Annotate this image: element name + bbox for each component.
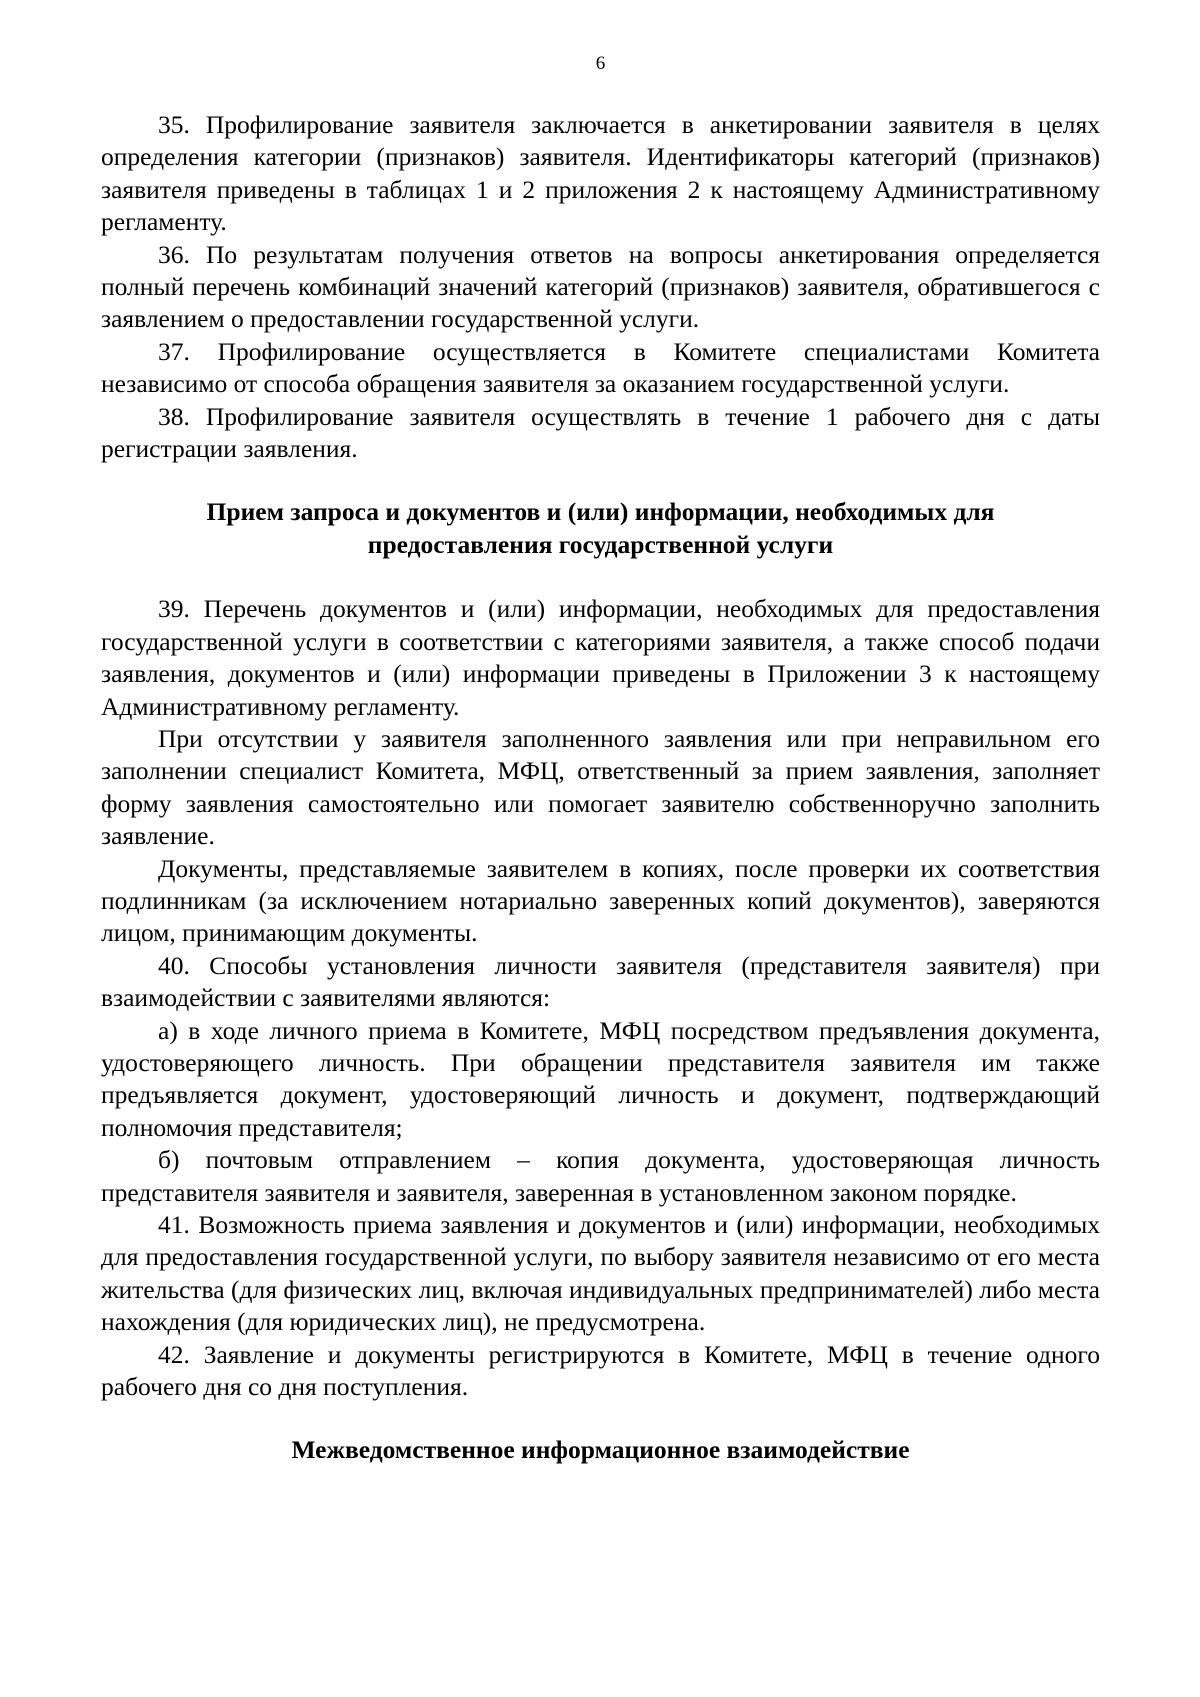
paragraph-35: 35. Профилирование заявителя заключается в анкетировании заявителя в целях определения категории (признаков) заявителя. Идентификаторы категорий (признаков) заявителя приведены в таблицах 1 и 2 приложения 2 к настоящему Административному регламенту. [101, 110, 1100, 237]
paragraph-40-a: а) в ходе личного приема в Комитете, МФЦ посредством предъявления документа, удостоверяющего личность. При обращении представителя заявителя им также предъявляется документ, удостоверяющий личность и документ, подтверждающий полномочия представителя; [101, 1015, 1100, 1142]
paragraph-36: 36. По результатам получения ответов на вопросы анкетирования определяется полный перечень комбинаций значений категорий (признаков) заявителя, обратившегося с заявлением о предоставлении государственной услуги. [101, 239, 1100, 334]
paragraph-37: 37. Профилирование осуществляется в Комитете специалистами Комитета независимо от способа обращения заявителя за оказанием государственной услуги. [101, 336, 1100, 399]
paragraph-39-missing-application: При отсутствии у заявителя заполненного заявления или при неправильном его заполнении специалист Комитета, МФЦ, ответственный за прием заявления, заполняет форму заявления самостоятельно или помогает заявителю собственноручно заполнить заявление. [101, 723, 1100, 851]
paragraph-40: 40. Способы установления личности заявителя (представителя заявителя) при взаимодействии с заявителями являются: [101, 950, 1100, 1013]
paragraph-42: 42. Заявление и документы регистрируются в Комитете, МФЦ в течение одного рабочего дня со дня поступления. [101, 1339, 1100, 1402]
section-title-interagency: Межведомственное информационное взаимодействие [291, 1435, 910, 1465]
paragraph-38: 38. Профилирование заявителя осуществлять в течение 1 рабочего дня с даты регистрации заявления. [101, 401, 1100, 464]
page-number: 6 [595, 53, 606, 74]
paragraph-40-b: б) почтовым отправлением – копия документа, удостоверяющая личность представителя заявителя и заявителя, заверенная в установленном законом порядке. [101, 1145, 1100, 1207]
spacer [101, 1403, 1100, 1434]
spacer [101, 465, 1100, 496]
spacer [101, 561, 1100, 593]
paragraph-41: 41. Возможность приема заявления и документов и (или) информации, необходимых для предоставления государственной услуги, по выбору заявителя независимо от его места жительства (для физических лиц, включая индивидуальных предпринимателей) либо места нахождения (для юридических лиц), не предусмотрена. [101, 1210, 1100, 1337]
paragraph-39-copies: Документы, представляемые заявителем в копиях, после проверки их соответствия подлинникам (за исключением нотариально заверенных копий документов), заверяются лицом, принимающим документы. [101, 853, 1100, 948]
section-title-reception: Прием запроса и документов и (или) информации, необходимых для предоставления государственной услуги [206, 497, 995, 559]
paragraph-39: 39. Перечень документов и (или) информации, необходимых для предоставления государственной услуги в соответствии с категориями заявителя, а также способ подачи заявления, документов и (или) информации приведены в Приложении 3 к настоящему Административному регламенту. [101, 594, 1100, 721]
